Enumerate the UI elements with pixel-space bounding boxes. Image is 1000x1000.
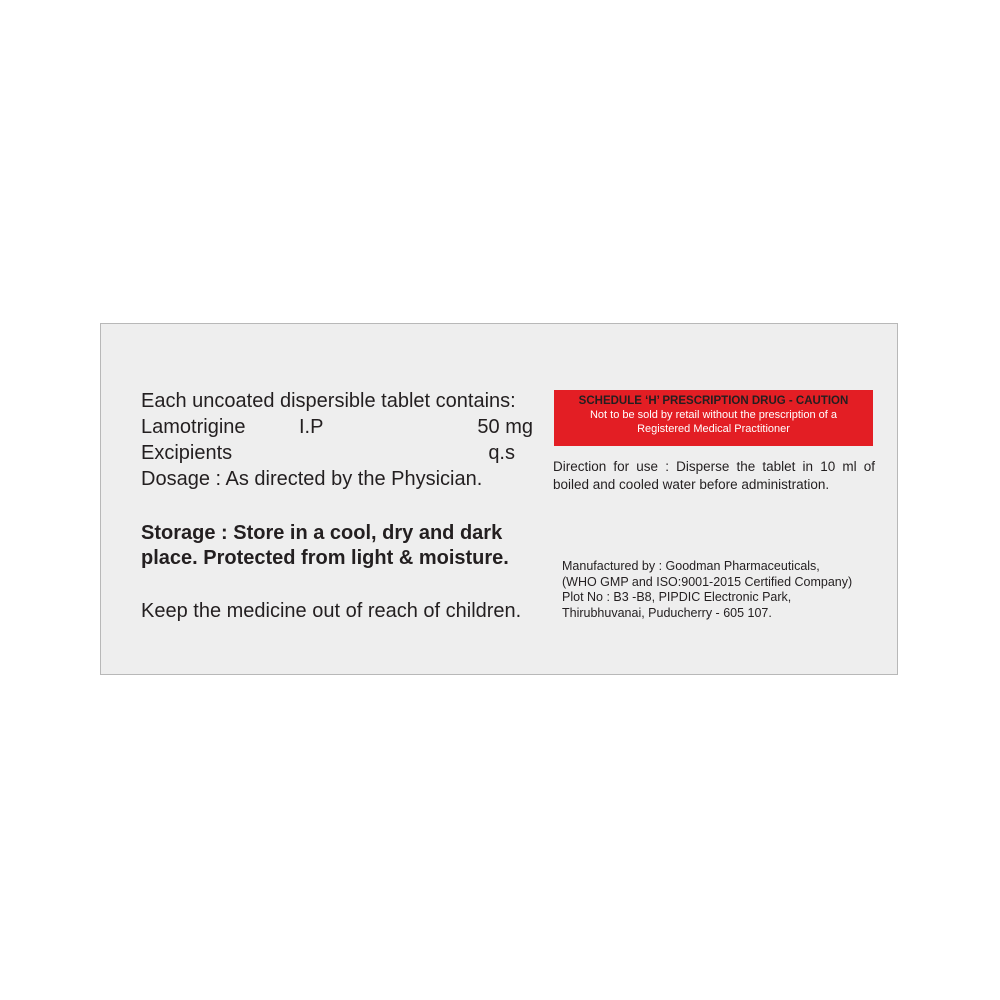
caution-text: Not to be sold by retail without the prescription of a Registered Medical Practitioner: [589, 409, 838, 435]
caution-title: SCHEDULE ‘H’ PRESCRIPTION DRUG - CAUTION: [578, 395, 849, 407]
composition-heading: Each uncoated dispersible tablet contains:: [141, 390, 516, 412]
dosage-text: Dosage : As directed by the Physician.: [141, 468, 483, 490]
storage-line: Storage : Store in a cool, dry and dark: [141, 522, 503, 544]
composition-section: [141, 388, 536, 624]
manufacturer-block: [562, 559, 872, 621]
manufacturer-line: Thirubhuvanai, Puducherry - 605 107.: [562, 605, 772, 620]
ingredient-row: [141, 414, 533, 440]
direction-for-use: Direction for use : Disperse the tablet in 10 ml of boiled and cooled water before administration.: [553, 459, 875, 492]
carton-label-panel: [100, 323, 898, 675]
keep-out-of-reach-text: Keep the medicine out of reach of children.: [141, 600, 522, 622]
schedule-h-caution-box: [554, 390, 873, 446]
manufacturer-line: Manufactured by : Goodman Pharmaceuticals,: [562, 559, 820, 573]
storage-section: [141, 521, 536, 571]
ingredient-row: [141, 440, 515, 466]
ingredient-name: Lamotrigine: [141, 416, 246, 438]
manufacturer-line: Plot No : B3 -B8, PIPDIC Electronic Park,: [562, 590, 792, 604]
ingredient-amount: q.s: [488, 442, 515, 464]
manufacturer-line: (WHO GMP and ISO:9001-2015 Certified Company): [562, 574, 853, 589]
ingredient-amount: 50 mg: [477, 416, 533, 438]
storage-line: place. Protected from light & moisture.: [141, 547, 509, 569]
ingredient-name: Excipients: [141, 442, 233, 464]
ingredient-standard: I.P: [299, 416, 324, 438]
